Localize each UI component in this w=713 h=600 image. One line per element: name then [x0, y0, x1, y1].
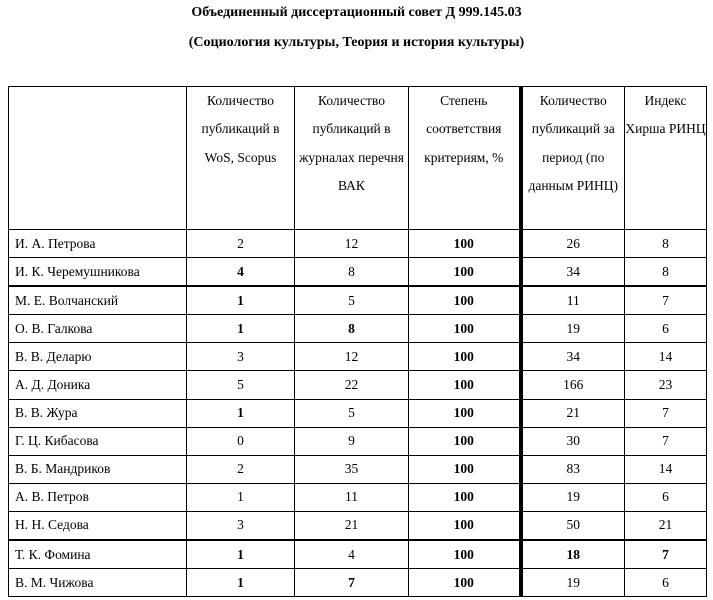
table-row: [9, 258, 707, 287]
cell-degree: 100: [409, 483, 521, 511]
document-subtitle: (Социология культуры, Теория и история культуры): [188, 35, 525, 50]
cell-name: В. М. Чижова: [9, 569, 187, 597]
cell-name: В. Б. Мандриков: [9, 455, 187, 483]
cell-vak: 12: [295, 230, 409, 258]
cell-degree: 100: [409, 286, 521, 315]
cell-vak: 22: [295, 371, 409, 399]
cell-vak: 35: [295, 455, 409, 483]
cell-name: А. В. Петров: [9, 483, 187, 511]
table-row: [9, 230, 707, 258]
cell-name: В. В. Жура: [9, 399, 187, 427]
cell-rinc: 19: [521, 315, 625, 343]
cell-degree: 100: [409, 427, 521, 455]
table-row: [9, 427, 707, 455]
table-row: [9, 540, 707, 569]
header-degree: Степень соответствия критериям, %: [409, 87, 521, 230]
cell-vak: 5: [295, 286, 409, 315]
cell-rinc: 83: [521, 455, 625, 483]
cell-name: Т. К. Фомина: [9, 540, 187, 569]
table-header-row: [9, 87, 707, 230]
cell-vak: 9: [295, 427, 409, 455]
table-row: [9, 286, 707, 315]
cell-name: М. Е. Волчанский: [9, 286, 187, 315]
header-hirsch: Индекс Хирша РИНЦ: [625, 87, 707, 230]
header-name: [9, 87, 187, 230]
table-row: [9, 569, 707, 597]
cell-wos: 1: [187, 540, 295, 569]
table-row: [9, 483, 707, 511]
cell-wos: 3: [187, 343, 295, 371]
cell-degree: 100: [409, 511, 521, 540]
cell-wos: 1: [187, 315, 295, 343]
header-rinc-count: Количество публикаций за период (по данным РИНЦ): [521, 87, 625, 230]
cell-wos: 4: [187, 258, 295, 287]
cell-vak: 7: [295, 569, 409, 597]
table-row: [9, 371, 707, 399]
header-wos-scopus: Количество публикаций в WoS, Scopus: [187, 87, 295, 230]
cell-rinc: 50: [521, 511, 625, 540]
cell-wos: 1: [187, 483, 295, 511]
cell-hirsch: 7: [625, 427, 707, 455]
cell-rinc: 11: [521, 286, 625, 315]
cell-rinc: 34: [521, 258, 625, 287]
cell-rinc: 21: [521, 399, 625, 427]
cell-rinc: 26: [521, 230, 625, 258]
cell-wos: 3: [187, 511, 295, 540]
cell-name: И. К. Черемушникова: [9, 258, 187, 287]
cell-rinc: 166: [521, 371, 625, 399]
cell-wos: 1: [187, 399, 295, 427]
cell-name: Г. Ц. Кибасова: [9, 427, 187, 455]
cell-rinc: 34: [521, 343, 625, 371]
cell-hirsch: 14: [625, 343, 707, 371]
cell-wos: 1: [187, 286, 295, 315]
cell-vak: 5: [295, 399, 409, 427]
cell-vak: 8: [295, 315, 409, 343]
council-table: [8, 86, 707, 597]
cell-degree: 100: [409, 230, 521, 258]
cell-hirsch: 7: [625, 399, 707, 427]
cell-degree: 100: [409, 399, 521, 427]
cell-degree: 100: [409, 315, 521, 343]
cell-name: В. В. Деларю: [9, 343, 187, 371]
cell-hirsch: 6: [625, 315, 707, 343]
cell-hirsch: 14: [625, 455, 707, 483]
cell-wos: 2: [187, 455, 295, 483]
cell-rinc: 18: [521, 540, 625, 569]
cell-hirsch: 21: [625, 511, 707, 540]
cell-rinc: 30: [521, 427, 625, 455]
cell-degree: 100: [409, 258, 521, 287]
cell-wos: 2: [187, 230, 295, 258]
cell-degree: 100: [409, 540, 521, 569]
cell-hirsch: 7: [625, 286, 707, 315]
cell-wos: 1: [187, 569, 295, 597]
table-row: [9, 399, 707, 427]
table-row: [9, 511, 707, 540]
cell-name: И. А. Петрова: [9, 230, 187, 258]
cell-degree: 100: [409, 569, 521, 597]
cell-name: Н. Н. Седова: [9, 511, 187, 540]
cell-vak: 11: [295, 483, 409, 511]
cell-rinc: 19: [521, 569, 625, 597]
table-row: [9, 315, 707, 343]
cell-name: О. В. Галкова: [9, 315, 187, 343]
cell-hirsch: 8: [625, 230, 707, 258]
cell-degree: 100: [409, 455, 521, 483]
cell-hirsch: 8: [625, 258, 707, 287]
cell-vak: 8: [295, 258, 409, 287]
table-row: [9, 455, 707, 483]
document-title: Объединенный диссертационный совет Д 999.145.03: [191, 5, 522, 20]
cell-vak: 12: [295, 343, 409, 371]
cell-degree: 100: [409, 371, 521, 399]
cell-hirsch: 23: [625, 371, 707, 399]
cell-degree: 100: [409, 343, 521, 371]
header-vak: Количество публикаций в журналах перечня ВАК: [295, 87, 409, 230]
table-row: [9, 343, 707, 371]
cell-vak: 4: [295, 540, 409, 569]
cell-hirsch: 6: [625, 569, 707, 597]
cell-hirsch: 7: [625, 540, 707, 569]
cell-rinc: 19: [521, 483, 625, 511]
cell-name: А. Д. Доника: [9, 371, 187, 399]
cell-wos: 5: [187, 371, 295, 399]
cell-wos: 0: [187, 427, 295, 455]
cell-vak: 21: [295, 511, 409, 540]
cell-hirsch: 6: [625, 483, 707, 511]
